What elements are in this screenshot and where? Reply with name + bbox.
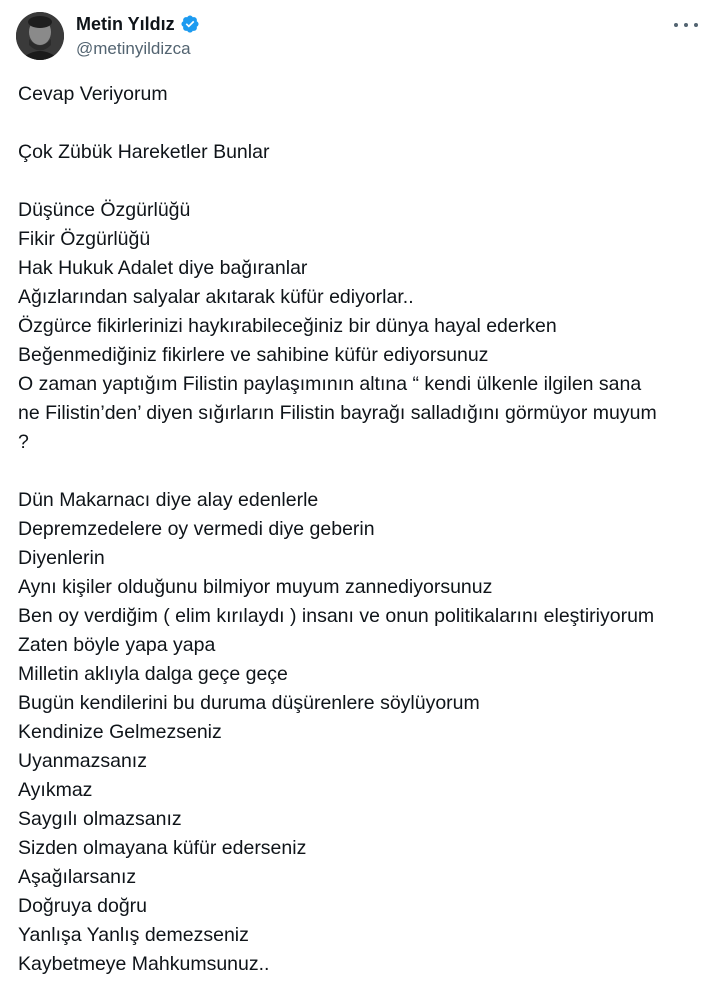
tweet-text-line: Fikir Özgürlüğü [18, 228, 151, 250]
tweet-blank-line [18, 167, 708, 196]
more-dot-icon [674, 23, 678, 27]
tweet-text-line: Ayıkmaz [18, 779, 93, 801]
tweet-text-line: Sizden olmayana küfür ederseniz [18, 837, 307, 859]
tweet-text-line: Yanlışa Yanlış demezseniz [18, 924, 249, 946]
avatar-photo [16, 12, 64, 60]
author-handle[interactable]: @metinyildizca [76, 39, 191, 58]
tweet-text-line: ? [18, 431, 29, 453]
more-dot-icon [684, 23, 688, 27]
tweet-text-line: Beğenmediğiniz fikirlere ve sahibine küfür ediyorsunuz [18, 344, 489, 366]
tweet-text-line: Aynı kişiler olduğunu bilmiyor muyum zannediyorsunuz [18, 576, 493, 598]
tweet-text [18, 80, 708, 979]
tweet-text-line: Kendinize Gelmezseniz [18, 721, 222, 743]
tweet-text-line: Milletin aklıyla dalga geçe geçe [18, 663, 288, 685]
tweet-blank-line [18, 457, 708, 486]
tweet-text-line: Uyanmazsanız [18, 750, 147, 772]
tweet-text-line: Dün Makarnacı diye alay edenlerle [18, 489, 319, 511]
tweet-text-line: O zaman yaptığım Filistin paylaşımının altına “ kendi ülkenle ilgilen sana [18, 373, 642, 395]
tweet-text-line: Özgürce fikirlerinizi haykırabileceğiniz bir dünya hayal ederken [18, 315, 557, 337]
tweet-text-line: Çok Zübük Hareketler Bunlar [18, 141, 270, 163]
tweet-text-line: Hak Hukuk Adalet diye bağıranlar [18, 257, 308, 279]
tweet-text-line: Düşünce Özgürlüğü [18, 199, 191, 221]
author-name-row [76, 13, 200, 35]
tweet-text-line: Ağızlarından salyalar akıtarak küfür ediyorlar.. [18, 286, 414, 308]
tweet-blank-line [18, 109, 708, 138]
tweet-text-line: Ben oy verdiğim ( elim kırılaydı ) insanı ve onun politikalarını eleştiriyorum [18, 605, 655, 627]
tweet-text-line: Zaten böyle yapa yapa [18, 634, 216, 656]
tweet-text-line: Bugün kendilerini bu duruma düşürenlere söylüyorum [18, 692, 480, 714]
more-dot-icon [694, 23, 698, 27]
avatar[interactable] [16, 12, 64, 60]
tweet-text-line: Diyenlerin [18, 547, 105, 569]
more-options-icon[interactable] [674, 16, 698, 34]
tweet-text-line: Cevap Veriyorum [18, 83, 168, 105]
author-display-name[interactable]: Metin Yıldız [76, 14, 175, 34]
tweet-text-line: ne Filistin’den’ diyen sığırların Filistin bayrağı salladığını görmüyor muyum [18, 402, 657, 424]
tweet-text-line: Depremzedelere oy vermedi diye geberin [18, 518, 375, 540]
tweet-text-line: Saygılı olmazsanız [18, 808, 182, 830]
tweet-text-line: Aşağılarsanız [18, 866, 137, 888]
tweet-text-line: Doğruya doğru [18, 895, 147, 917]
verified-badge-icon [180, 14, 200, 34]
tweet-text-line: Kaybetmeye Mahkumsunuz.. [18, 953, 270, 975]
